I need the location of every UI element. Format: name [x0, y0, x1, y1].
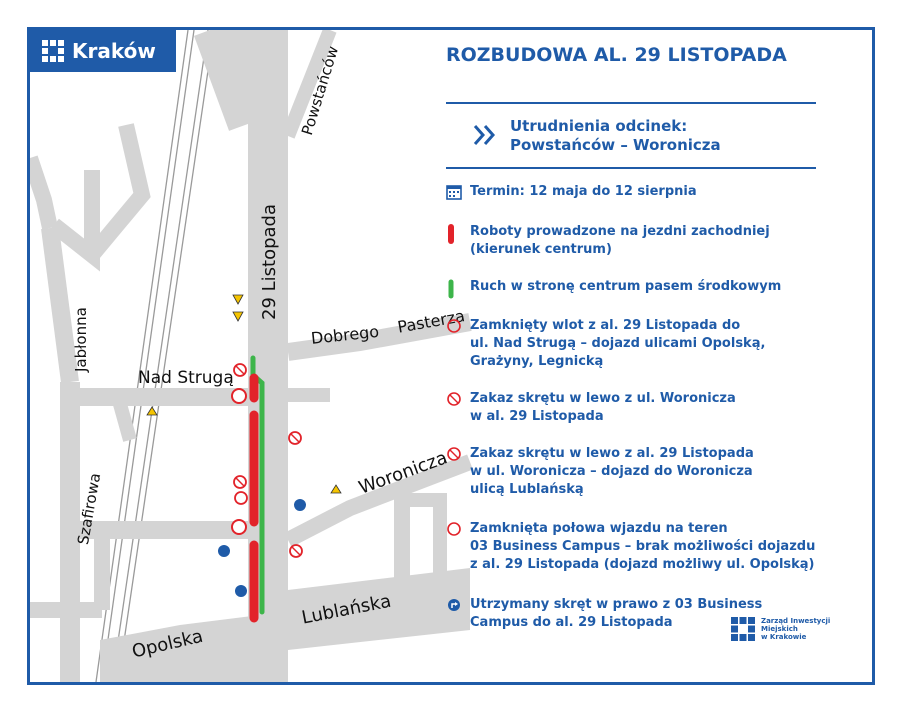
legend-closed-entry [446, 317, 836, 371]
legend-closed-line-2: ul. Nad Strugą – dojazd ulicami Opolską, [470, 336, 766, 351]
red-bar-icon [446, 224, 456, 244]
green-bar-icon [446, 279, 456, 299]
no-left-turn-icon [446, 391, 462, 407]
legend-closed-half [446, 520, 836, 574]
street-label-main: 29 Listopada [259, 203, 280, 320]
legend-closed-half-line-2: 03 Business Campus – brak możliwości dojazdu [470, 539, 816, 554]
legend-closed-half-line-1: Zamknięta połowa wjazdu na teren [470, 521, 728, 536]
legend-closed-line-3: Grażyny, Legnicką [470, 354, 604, 369]
right-turn-icon [446, 597, 462, 613]
legend-no-left-2-line-1: Zakaz skrętu w lewo z al. 29 Listopada [470, 446, 754, 461]
zim-logo-icon [731, 617, 755, 641]
zim-logo [731, 617, 830, 641]
legend-no-left-2 [446, 445, 836, 499]
legend-works [446, 223, 836, 259]
legend-works-line-2: (kierunek centrum) [470, 242, 612, 257]
legend-no-left-2-line-3: ulicą Lublańską [470, 482, 584, 497]
street-label-szafirowa: Szafirowa [74, 471, 105, 547]
title-rule [446, 102, 816, 104]
calendar-icon [446, 184, 462, 200]
org-line-3: w Krakowie [761, 633, 807, 641]
legend-right-turn-line-1: Utrzymany skręt w prawo z 03 Business [470, 597, 763, 612]
legend-term-text: Termin: 12 maja do 12 sierpnia [470, 184, 697, 199]
street-label-pasterza: Pasterza [396, 306, 467, 337]
brand-name: Kraków [72, 39, 156, 63]
panel-title: ROZBUDOWA AL. 29 LISTOPADA [446, 44, 787, 66]
speed-limit-sign [235, 492, 247, 504]
street-label-powstancow: Powstańców [298, 43, 343, 138]
legend-right-turn-line-2: Campus do al. 29 Listopada [470, 615, 673, 630]
legend-works-line-1: Roboty prowadzone na jezdni zachodniej [470, 224, 770, 239]
org-line-2: Miejskich [761, 625, 798, 633]
no-left-turn-icon [446, 446, 462, 462]
krakow-brand [30, 30, 176, 72]
subtitle-rule [446, 167, 816, 169]
legend-no-left-2-line-2: w ul. Woronicza – dojazd do Woronicza [470, 464, 753, 479]
street-label-woronicza: Woronicza [356, 447, 451, 499]
railway-lines [96, 30, 214, 682]
legend-green [446, 278, 836, 299]
closed-entry-markers [232, 389, 246, 534]
closed-circle-icon [446, 318, 462, 334]
legend-closed-line-1: Zamknięty wlot z al. 29 Listopada do [470, 318, 741, 333]
double-chevron-icon [472, 122, 498, 148]
legend-no-left-1 [446, 390, 836, 426]
legend-no-left-1-line-1: Zakaz skrętu w lewo z ul. Woronicza [470, 391, 736, 406]
street-label-lublanska: Lublańska [300, 590, 393, 629]
street-label-dobrego: Dobrego [310, 321, 380, 348]
street-label-nad-struga: Nad Strugą [138, 368, 234, 388]
subtitle-line-1: Utrudnienia odcinek: [510, 117, 688, 135]
legend-term [446, 183, 836, 201]
closed-circle-icon [446, 521, 462, 537]
org-line-1: Zarząd Inwestycji [761, 617, 831, 625]
street-label-opolska: Opolska [130, 625, 206, 663]
subtitle-line-2: Powstańców – Woronicza [510, 136, 721, 154]
street-label-jablonna: Jabłonna [72, 307, 90, 372]
legend-no-left-1-line-2: w al. 29 Listopada [470, 409, 604, 424]
panel-subtitle [510, 117, 721, 155]
legend-green-text: Ruch w stronę centrum pasem środkowym [470, 279, 782, 294]
legend-closed-half-line-3: z al. 29 Listopada (dojazd możliwy ul. Opolską) [470, 557, 815, 572]
krakow-logo-icon [42, 40, 64, 62]
